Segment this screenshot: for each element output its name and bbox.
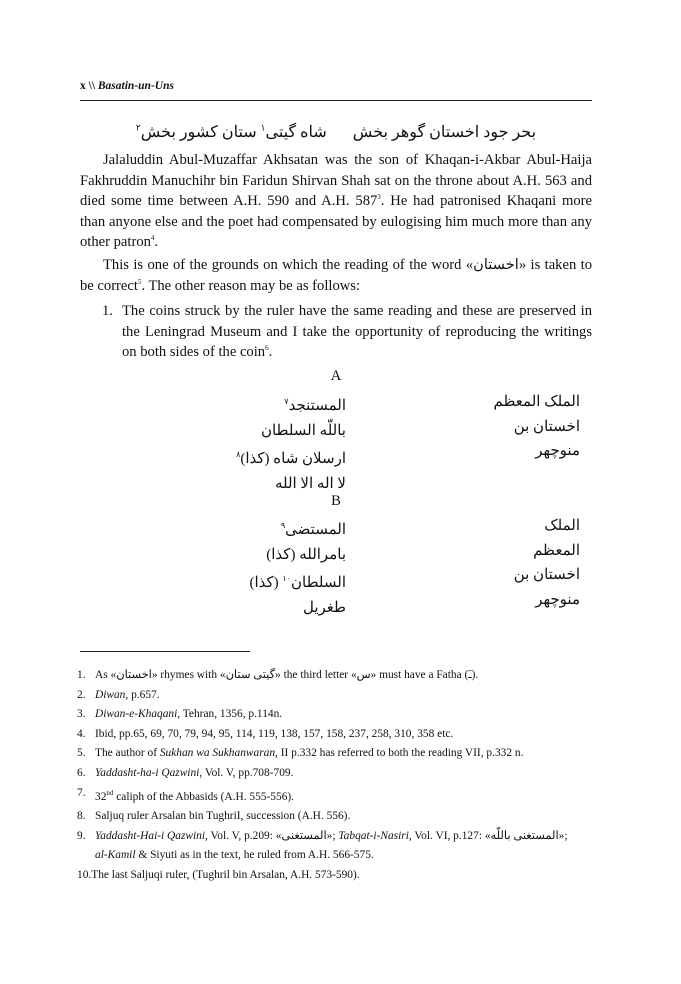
list-number: 1. (102, 303, 113, 319)
coin-b-left-column (249, 514, 346, 620)
note-ref-8: ۸ (236, 450, 241, 459)
verse-note-1: ۱ (260, 122, 266, 133)
footnote-6: 6. Yaddasht-ha-i Qazwini, Vol. V, pp.708-709. (77, 766, 294, 779)
coin-a-left-column (236, 390, 346, 496)
para1-text-b: . He had patronised Khaqani more than anyone else and the poet had compensated by eulogising him much more than any other patron (80, 193, 593, 250)
coin-a-left-line: المستنجد$^۷$ (284, 397, 346, 414)
header-separator: \\ (88, 80, 96, 92)
list-text-b: . (268, 344, 273, 360)
coin-a-right-line: الملک المعظم (493, 394, 580, 410)
coin-a-right-line: اخستان بن (513, 418, 580, 435)
verse-hemistich-left: شاه گیتی (265, 124, 327, 141)
note-ref-9: ۹ (280, 521, 286, 530)
numbered-list-item (102, 301, 592, 363)
persian-verse (80, 122, 592, 142)
paragraph-1 (80, 150, 592, 253)
verse-hemistich-right: بحر جود اخستان گوهر بخش (352, 124, 537, 141)
coin-b-left-line: السلطان$^{۱۰}$ (کذا) (249, 574, 346, 591)
coin-b-right-line: اخستان بن (513, 567, 580, 583)
coin-a-left-line: ارسلان شاه (کذا)$^۸$ (236, 450, 346, 467)
footnote-7: 7. 32nd caliph of the Abbasids (A.H. 555-556). (77, 786, 295, 803)
footnote-10: 10.The last Saljuqi ruler, (Tughril bin Arsalan, A.H. 573-590). (77, 868, 360, 881)
note-ref-3: 3 (377, 193, 381, 202)
list-text-a: The coins struck by the ruler have the same reading and these are preserved in the Leningrad Museum and I take the opportunity of reproducing the writings on both sides of the coin (122, 303, 592, 360)
coin-b-right-line: المعظم (533, 542, 580, 559)
para2-text-b: . The other reason may be as follows: (141, 277, 361, 294)
note-ref-7: ۷ (284, 397, 289, 406)
coin-b-left-line: طغریل (303, 599, 346, 616)
coin-b-right-line: الملک (544, 518, 580, 534)
footnote-4: 4. Ibid, pp.65, 69, 70, 79, 94, 95, 114, 119, 138, 157, 158, 237, 258, 310, 358 etc. (77, 727, 454, 740)
page-number: x (80, 80, 86, 92)
coin-b-label: B (331, 493, 341, 509)
verse-hemistich-left-2: ستان کشور بخش (140, 124, 257, 141)
coin-a-right-line: منوچهر (535, 443, 580, 459)
para1-text-c: . (154, 234, 159, 250)
footnote-5: 5. The author of Sukhan wa Sukhanwaran, II p.332 has referred to both the reading VII, p.332 n. (77, 747, 524, 760)
footnote-2: 2. Diwan, p.657. (77, 688, 160, 701)
footnote-rule (80, 651, 250, 652)
note-ref-10: ۱۰ (282, 574, 292, 583)
coin-b-right-line: منوچهر (535, 591, 580, 608)
footnotes (77, 666, 593, 885)
footnote-8: 8. Saljuq ruler Arsalan bin TughriI, succession (A.H. 556). (77, 809, 351, 822)
running-head (80, 80, 174, 92)
verse-note-2: ۲ (135, 122, 141, 133)
note-ref-5: 5 (137, 277, 142, 286)
coin-a-left-line: لا اله الا الله (274, 475, 346, 492)
coin-b-left-line: المستضی$^۹$ (280, 521, 346, 538)
footnote-3: 3. Diwan-e-Khaqani, Tehran, 1356, p.114n. (77, 708, 283, 721)
coin-a-left-line: باللّه السلطان (260, 422, 346, 439)
footnote-9: 9. Yaddasht-Hai-i Qazwini, Vol. V, p.209: «المستغنی»; Tabqat-i-Nasiri, Vol. VI, p.127: «المستغنی باللّه»; al-Kamil & Siyuti as in the text, he ruled from A.H. 566-575. (77, 829, 568, 862)
coin-b-left-line: بامرالله (کذا) (266, 546, 346, 563)
book-title: Basatin-un-Uns (97, 80, 174, 92)
header-rule (80, 100, 592, 101)
paragraph-2 (80, 255, 592, 296)
coin-a-right-column (494, 390, 580, 464)
note-ref-4: 4 (150, 234, 155, 243)
para2-text-a: This is one of the grounds on which the reading of the word «اخستان» is taken to be correct (80, 257, 593, 294)
para1-text-a: Jalaluddin Abul-Muzaffar Akhsatan was the son of Khaqan-i-Akbar Abul-Haija Fakhruddin Manuchihr bin Faridun Shirvan Shah sat on the throne about A.H. 563 and died some time between A.H. 590 and A.H. 587 (80, 152, 592, 209)
coin-a-label: A (330, 368, 342, 384)
coin-b-right-column (514, 514, 580, 612)
footnote-1: 1. As «اخستان» rhymes with «گیتی ستان» the third letter «س» must have a Fatha (ـَ). (77, 669, 479, 681)
note-ref-6: 6 (265, 344, 269, 353)
